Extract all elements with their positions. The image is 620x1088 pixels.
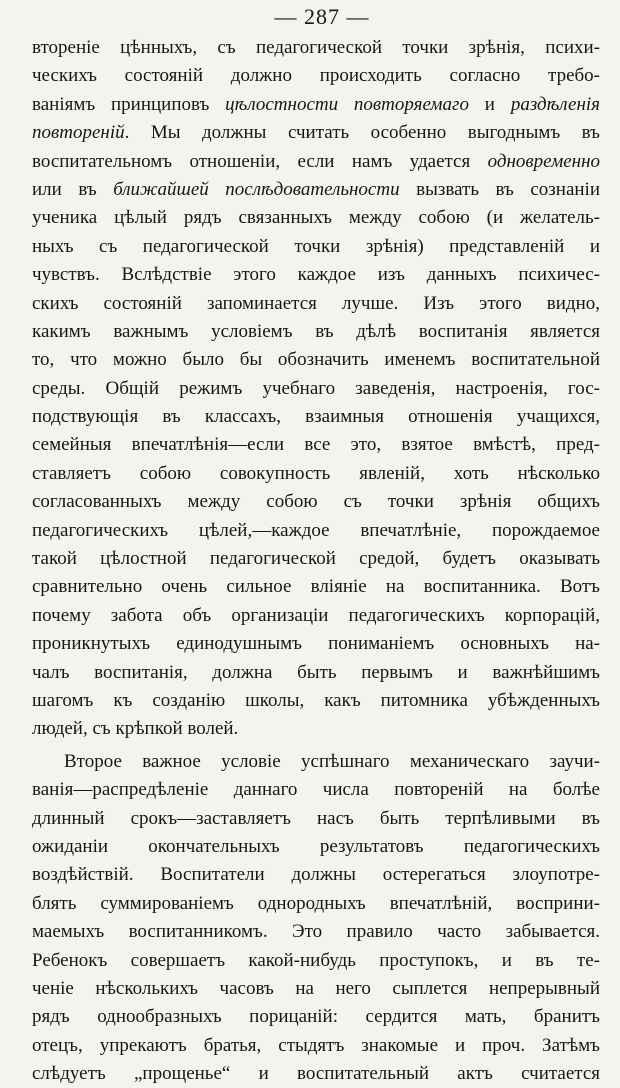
italic-emphasis: раздѣленія	[510, 93, 600, 115]
italic-emphasis: одновременно	[487, 150, 600, 172]
text-run: и	[468, 93, 511, 115]
text-line: маемыхъ воспитанникомъ. Это правило часто забывается.	[32, 921, 600, 943]
text-line: почему забота объ организаціи педагогическихъ корпорацій,	[32, 604, 600, 626]
italic-emphasis: повтореній	[32, 122, 125, 144]
text-line: чалъ воспитанія, должна быть первымъ и важнѣйшимъ	[32, 661, 600, 683]
text-line: Второе важное условіе успѣшнаго механическаго заучи-	[64, 750, 600, 772]
text-line: Ребенокъ совершаетъ какой-нибудь проступокъ, и въ те-	[32, 949, 600, 971]
text-line: такой цѣлостной педагогической средой, будетъ оказывать	[32, 548, 600, 570]
text-line: шагомъ къ созданію школы, какъ питомника убѣжденныхъ	[32, 689, 600, 711]
text-line: рядъ однообразныхъ порицаній: сердится мать, бранитъ	[32, 1006, 600, 1028]
paragraph-1	[32, 34, 600, 744]
text-line	[32, 148, 600, 176]
text-line	[32, 176, 600, 204]
text-line: согласованныхъ между собою съ точки зрѣнія общихъ	[32, 491, 600, 513]
text-run: или въ	[32, 178, 114, 200]
text-line: проникнутыхъ единодушнымъ пониманіемъ основныхъ на-	[32, 633, 600, 655]
text-line: скихъ состояній запоминается лучше. Изъ этого видно,	[32, 292, 600, 314]
text-run: вызвать въ сознаніи	[399, 178, 600, 200]
text-line: отецъ, упрекаютъ братья, стыдятъ знакомые и проч. Затѣмъ	[32, 1034, 600, 1056]
text-line: ставляетъ собою совокупность явленій, хоть нѣсколько	[32, 462, 600, 484]
text-line: ожиданіи окончательныхъ результатовъ педагогическихъ	[32, 835, 600, 857]
text-line: ныхъ съ педагогической точки зрѣнія) представленій и	[32, 235, 600, 257]
text-run: воспитательномъ отношеніи, если намъ удается	[32, 150, 488, 172]
body-text	[32, 34, 600, 1088]
page-number: — 287 —	[274, 4, 370, 29]
text-line: людей, съ крѣпкой волей.	[32, 718, 239, 740]
text-run: ваніямъ принциповъ	[32, 93, 226, 115]
text-line: чувствъ. Вслѣдствіе этого каждое изъ данныхъ психичес-	[32, 264, 600, 286]
text-line: подствующія въ классахъ, взаимныя отношенія учащихся,	[32, 406, 600, 428]
text-line: то, что можно было бы обозначить именемъ воспитательной	[32, 349, 600, 371]
text-line: среды. Общій режимъ учебнаго заведенія, настроенія, гос-	[32, 377, 600, 399]
text-line	[32, 91, 600, 119]
text-line	[32, 119, 600, 147]
text-run: . Мы должны считать особенно выгоднымъ въ	[124, 122, 600, 144]
text-line: семейныя впечатлѣнія—если все это, взятое вмѣстѣ, пред-	[32, 434, 600, 456]
text-line: слѣдуетъ „прощенье“ и воспитательный актъ считается	[32, 1063, 600, 1085]
text-line: ченіе нѣсколькихъ часовъ на него сыплется непрерывный	[32, 977, 600, 999]
text-line: ученика цѣлый рядъ связанныхъ между собою (и желатель-	[32, 207, 600, 229]
text-line: ческихъ состояній должно происходить согласно требо-	[32, 65, 600, 87]
paragraph-2	[32, 748, 600, 1088]
text-line: длинный срокъ—заставляетъ насъ быть терпѣливыми въ	[32, 807, 600, 829]
text-line: какимъ важнымъ условіемъ въ дѣлѣ воспитанія является	[32, 320, 600, 342]
italic-emphasis: ближайшей послѣдовательности	[113, 178, 400, 200]
text-line: педагогическихъ цѣлей,—каждое впечатлѣніе, порождаемое	[32, 519, 600, 541]
text-line: сравнительно очень сильное вліяніе на воспитанника. Вотъ	[32, 576, 600, 598]
italic-emphasis: цѣлостности повторяемаго	[225, 93, 469, 115]
text-line: воздѣйствій. Воспитатели должны остерегаться злоупотре-	[32, 864, 600, 886]
text-line: ванія—распредѣленіе даннаго числа повтореній на болѣе	[32, 779, 600, 801]
text-line: блять суммированіемъ однородныхъ впечатлѣній, восприни-	[32, 892, 600, 914]
text-line: втореніе цѣнныхъ, съ педагогической точки зрѣнія, психи-	[32, 37, 600, 58]
